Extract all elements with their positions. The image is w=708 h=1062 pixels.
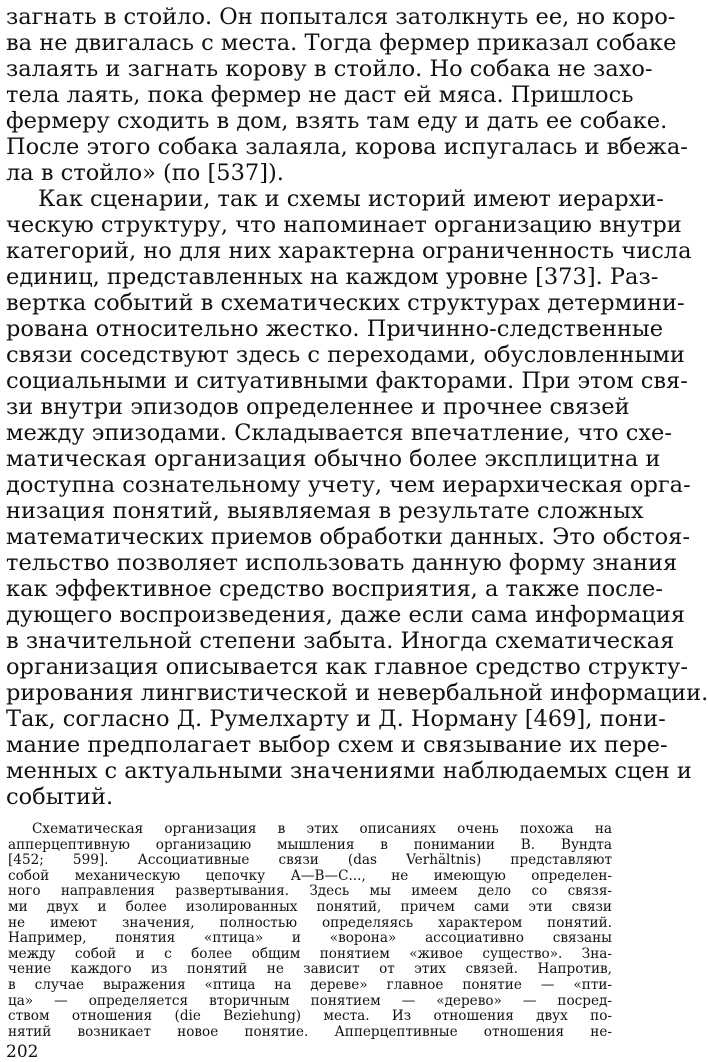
text-line: связи соседствуют здесь с переходами, обусловленными <box>6 342 685 368</box>
text-line: событий. <box>6 784 114 810</box>
footnote-line: апперцептивную организацию мышления в понимании В. Вундта <box>8 836 612 853</box>
text-line: загнать в стойло. Он попытался затолкнуть ее, но коро- <box>6 4 676 30</box>
footnote-line: ми двух и более изолированных понятий, причем сами эти связи <box>8 899 612 915</box>
footnote-line: между собой и с более общим понятием «живое существо». Зна- <box>8 945 612 962</box>
text-line: зи внутри эпизодов определеннее и прочнее связей <box>6 394 630 420</box>
text-line: Так, согласно Д. Румелхарту и Д. Норману [469], пони- <box>6 706 666 732</box>
text-line: менных с актуальными значениями наблюдаемых сцен и <box>6 758 692 784</box>
text-line: рирования лингвистической и невербальной информации. <box>6 680 708 706</box>
text-line: социальными и ситуативными факторами. При этом свя- <box>6 368 688 394</box>
text-line: Как сценарии, так и схемы историй имеют иерархи- <box>38 186 664 212</box>
text-line: дующего воспроизведения, даже если сама информация <box>6 602 686 628</box>
text-line: ческую структуру, что напоминает организацию внутри <box>6 212 682 238</box>
footnote-line: Схематическая организация в этих описаниях очень похожа на <box>32 821 612 837</box>
text-line: между эпизодами. Складывается впечатление, что схе- <box>6 420 672 446</box>
page-number: 202 <box>6 1042 39 1062</box>
text-line: матическая организация обычно более эксплицитна и <box>6 446 661 472</box>
text-line: математических приемов обработки данных. Это обстоя- <box>6 524 690 550</box>
text-line: мание предполагает выбор схем и связывание их пере- <box>6 732 668 758</box>
text-line: После этого собака залаяла, корова испугалась и вбежа- <box>6 134 688 160</box>
text-line: тела лаять, пока фермер не даст ей мяса. Пришлось <box>6 82 634 108</box>
text-line: фермеру сходить в дом, взять там еду и дать ее собаке. <box>6 108 668 134</box>
footnote-line: не имеют значения, полностью определяясь характером понятий. <box>8 914 612 931</box>
footnote-line: чение каждого из понятий не зависит от этих связей. Напротив, <box>8 961 612 978</box>
text-line: как эффективное средство восприятия, а также после- <box>6 576 663 602</box>
text-line: единиц, представленных на каждом уровне [373]. Раз- <box>6 264 659 290</box>
text-line: рована относительно жестко. Причинно-следственные <box>6 316 664 342</box>
text-line: залаять и загнать корову в стойло. Но собака не захо- <box>6 56 653 82</box>
text-line: ла в стойло» (по [537]). <box>6 160 284 186</box>
text-line: тельство позволяет использовать данную форму знания <box>6 550 678 576</box>
footnote-line: собой механическую цепочку А—В—С..., не имеющую определен- <box>8 867 612 884</box>
footnote-line: Например, понятия «птица» и «ворона» ассоциативно связаны <box>8 930 612 947</box>
text-line: категорий, но для них характерна ограниченность числа <box>6 238 692 264</box>
text-line: ва не двигалась с места. Тогда фермер приказал собаке <box>6 30 677 56</box>
text-line: доступна сознательному учету, чем иерархическая орга- <box>6 472 691 498</box>
text-line: низация понятий, выявляемая в результате сложных <box>6 498 644 524</box>
footnote-line: нятий возникает новое понятие. Апперцептивные отношения не- <box>8 1023 612 1040</box>
text-line: организация описывается как главное средство структу- <box>6 654 688 680</box>
text-line: в значительной степени забыта. Иногда схематическая <box>6 628 675 654</box>
footnote-line: ством отношения (die Beziehung) места. Из отношения двух по- <box>8 1008 612 1025</box>
text-line: вертка событий в схематических структурах детермини- <box>6 290 685 316</box>
footnote-line: в случае выражения «птица на дереве» главное понятие — «пти- <box>8 977 612 993</box>
footnote-line: ного направления развертывания. Здесь мы имеем дело со связя- <box>8 883 612 900</box>
footnote-line: [452; 599]. Ассоциативные связи (das Verhältnis) представляют <box>8 852 612 869</box>
footnote-line: ца» — определяется вторичным понятием — «дерево» — посред- <box>8 992 612 1009</box>
